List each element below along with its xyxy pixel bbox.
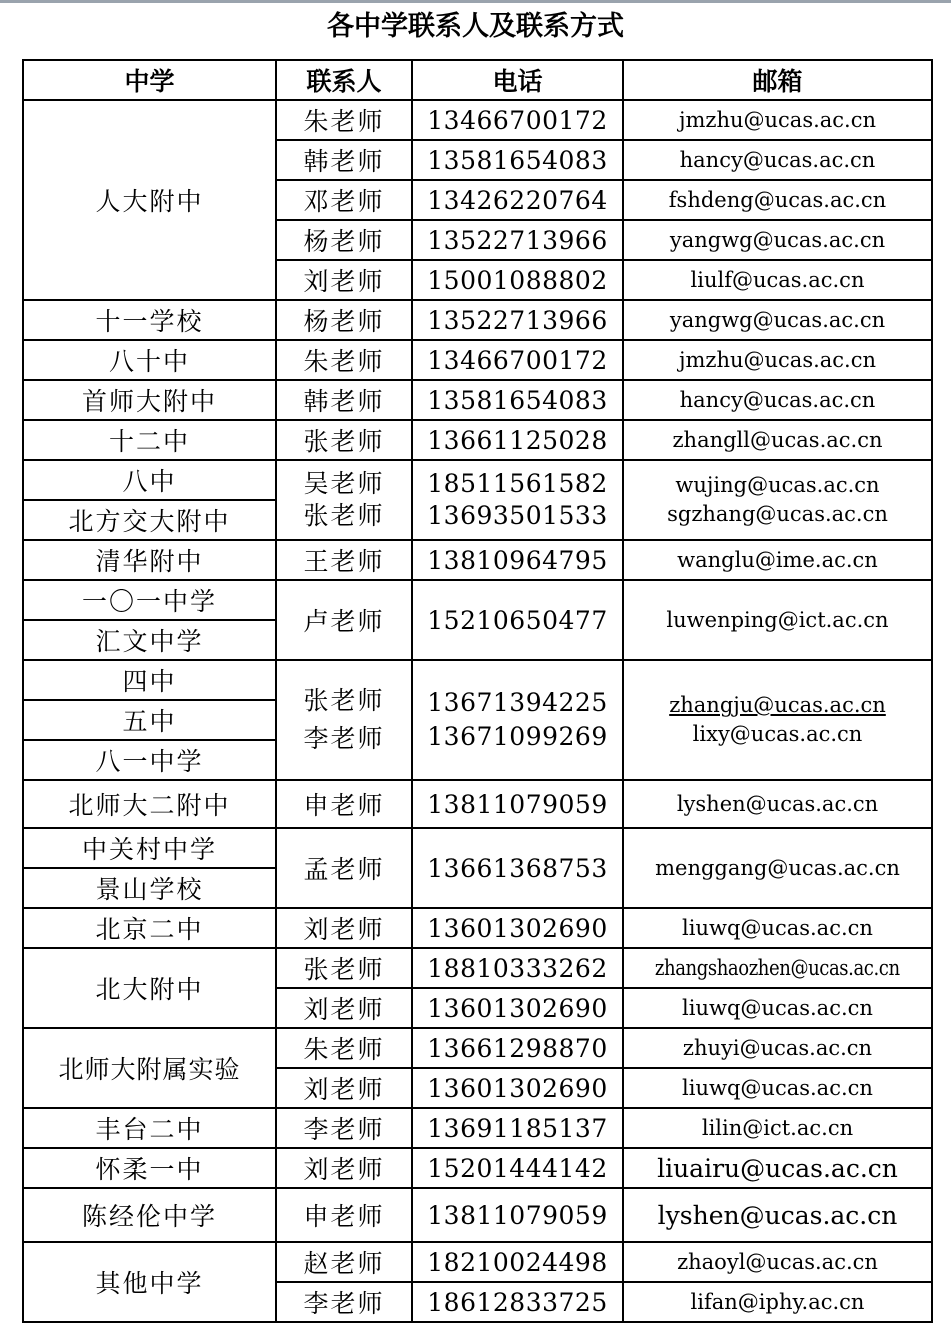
- phone-cell: 18210024498: [412, 1242, 623, 1282]
- contact-cell: 王老师: [276, 540, 412, 580]
- table-row: [23, 908, 932, 948]
- school-cell: 十二中: [23, 420, 276, 460]
- table-row: [23, 580, 932, 620]
- school-cell: 人大附中: [23, 100, 276, 300]
- contact-cell: [276, 460, 412, 540]
- header-phone: 电话: [412, 60, 623, 100]
- email-cell: liulf@ucas.ac.cn: [623, 260, 932, 300]
- school-cell: 十一学校: [23, 300, 276, 340]
- school-cell: 八中: [23, 460, 276, 500]
- table-row: [23, 828, 932, 868]
- table-row: [23, 660, 932, 700]
- phone-number: 13671394225: [427, 688, 608, 717]
- contact-cell: 卢老师: [276, 580, 412, 660]
- email-address: zhangshaozhen@ucas.ac.cn: [655, 956, 900, 980]
- email-cell: liuwq@ucas.ac.cn: [623, 1068, 932, 1108]
- contact-cell: 杨老师: [276, 300, 412, 340]
- phone-cell: 13522713966: [412, 300, 623, 340]
- school-cell: 怀柔一中: [23, 1148, 276, 1188]
- contact-cell: 申老师: [276, 1188, 412, 1242]
- email-address[interactable]: zhangju@ucas.ac.cn: [669, 693, 886, 717]
- school-cell: 汇文中学: [23, 620, 276, 660]
- school-cell: 五中: [23, 700, 276, 740]
- phone-cell: 13811079059: [412, 780, 623, 828]
- email-cell: zhuyi@ucas.ac.cn: [623, 1028, 932, 1068]
- phone-cell: 13601302690: [412, 1068, 623, 1108]
- header-row: [23, 60, 932, 100]
- header-email: 邮箱: [623, 60, 932, 100]
- school-cell: 北京二中: [23, 908, 276, 948]
- phone-cell: [412, 660, 623, 780]
- phone-cell: 15210650477: [412, 580, 623, 660]
- contact-cell: 李老师: [276, 1108, 412, 1148]
- header-contact: 联系人: [276, 60, 412, 100]
- contact-cell: 赵老师: [276, 1242, 412, 1282]
- contact-cell: 朱老师: [276, 1028, 412, 1068]
- phone-cell: 15001088802: [412, 260, 623, 300]
- contact-cell: 朱老师: [276, 340, 412, 380]
- school-cell: 八十中: [23, 340, 276, 380]
- school-cell: 丰台二中: [23, 1108, 276, 1148]
- phone-cell: 13601302690: [412, 908, 623, 948]
- table-row: [23, 1108, 932, 1148]
- contact-name: 李老师: [303, 724, 385, 753]
- email-cell: [623, 948, 932, 988]
- contact-cell: [276, 660, 412, 780]
- phone-cell: 13691185137: [412, 1108, 623, 1148]
- phone-cell: 13466700172: [412, 100, 623, 140]
- email-cell: zhangll@ucas.ac.cn: [623, 420, 932, 460]
- email-cell: wanglu@ime.ac.cn: [623, 540, 932, 580]
- school-cell: 一〇一中学: [23, 580, 276, 620]
- email-address: sgzhang@ucas.ac.cn: [667, 502, 888, 526]
- email-address: wujing@ucas.ac.cn: [675, 473, 880, 497]
- contact-cell: 韩老师: [276, 380, 412, 420]
- email-cell: zhaoyl@ucas.ac.cn: [623, 1242, 932, 1282]
- email-cell: menggang@ucas.ac.cn: [623, 828, 932, 908]
- table-row: [23, 420, 932, 460]
- phone-cell: 13601302690: [412, 988, 623, 1028]
- email-cell: fshdeng@ucas.ac.cn: [623, 180, 932, 220]
- email-cell: jmzhu@ucas.ac.cn: [623, 100, 932, 140]
- email-cell: [623, 660, 932, 780]
- table-row: [23, 540, 932, 580]
- table-row: [23, 1188, 932, 1242]
- school-cell: 八一中学: [23, 740, 276, 780]
- table-row: [23, 1028, 932, 1068]
- phone-cell: 13581654083: [412, 380, 623, 420]
- phone-number: 18511561582: [427, 469, 608, 498]
- contact-cell: 刘老师: [276, 988, 412, 1028]
- school-cell: 北师大二附中: [23, 780, 276, 828]
- table-row: [23, 460, 932, 500]
- phone-cell: 13466700172: [412, 340, 623, 380]
- email-cell: hancy@ucas.ac.cn: [623, 380, 932, 420]
- table-row: [23, 1148, 932, 1188]
- contact-cell: 朱老师: [276, 100, 412, 140]
- school-cell: 陈经伦中学: [23, 1188, 276, 1242]
- school-cell: 首师大附中: [23, 380, 276, 420]
- contact-cell: 刘老师: [276, 1148, 412, 1188]
- contacts-table: [22, 59, 933, 1323]
- phone-cell: 13426220764: [412, 180, 623, 220]
- email-cell: luwenping@ict.ac.cn: [623, 580, 932, 660]
- contact-name: 吴老师: [303, 469, 385, 498]
- school-cell: 北师大附属实验: [23, 1028, 276, 1108]
- email-cell: liuwq@ucas.ac.cn: [623, 988, 932, 1028]
- email-cell: lyshen@ucas.ac.cn: [623, 780, 932, 828]
- table-row: [23, 948, 932, 988]
- email-cell: jmzhu@ucas.ac.cn: [623, 340, 932, 380]
- phone-cell: [412, 460, 623, 540]
- contact-cell: 韩老师: [276, 140, 412, 180]
- phone-cell: 18810333262: [412, 948, 623, 988]
- table-row: [23, 300, 932, 340]
- table-row: [23, 100, 932, 140]
- table-row: [23, 380, 932, 420]
- email-cell: lilin@ict.ac.cn: [623, 1108, 932, 1148]
- email-cell: lyshen@ucas.ac.cn: [623, 1188, 932, 1242]
- phone-number: 13693501533: [427, 501, 608, 530]
- email-cell: lifan@iphy.ac.cn: [623, 1282, 932, 1322]
- phone-number: 13671099269: [427, 722, 608, 751]
- page-title: 各中学联系人及联系方式: [327, 11, 624, 42]
- table-row: [23, 340, 932, 380]
- contact-name: 张老师: [303, 686, 385, 715]
- school-cell: 其他中学: [23, 1242, 276, 1322]
- header-school: 中学: [23, 60, 276, 100]
- table-row: [23, 1242, 932, 1282]
- email-cell: yangwg@ucas.ac.cn: [623, 300, 932, 340]
- email-cell: liuairu@ucas.ac.cn: [623, 1148, 932, 1188]
- school-cell: 北方交大附中: [23, 500, 276, 540]
- phone-cell: 13661368753: [412, 828, 623, 908]
- contact-cell: 李老师: [276, 1282, 412, 1322]
- school-cell: 景山学校: [23, 868, 276, 908]
- phone-cell: 18612833725: [412, 1282, 623, 1322]
- contact-cell: 刘老师: [276, 1068, 412, 1108]
- contact-cell: 孟老师: [276, 828, 412, 908]
- contact-cell: 张老师: [276, 420, 412, 460]
- top-rule: [0, 0, 951, 3]
- contact-cell: 张老师: [276, 948, 412, 988]
- contact-name: 张老师: [303, 501, 385, 530]
- email-address: lixy@ucas.ac.cn: [692, 722, 863, 746]
- contact-cell: 刘老师: [276, 260, 412, 300]
- phone-cell: 13522713966: [412, 220, 623, 260]
- phone-cell: 13581654083: [412, 140, 623, 180]
- table-row: [23, 780, 932, 828]
- school-cell: 北大附中: [23, 948, 276, 1028]
- phone-cell: 13810964795: [412, 540, 623, 580]
- contact-cell: 杨老师: [276, 220, 412, 260]
- phone-cell: 15201444142: [412, 1148, 623, 1188]
- phone-cell: 13811079059: [412, 1188, 623, 1242]
- school-cell: 清华附中: [23, 540, 276, 580]
- contact-cell: 邓老师: [276, 180, 412, 220]
- school-cell: 中关村中学: [23, 828, 276, 868]
- email-cell: hancy@ucas.ac.cn: [623, 140, 932, 180]
- email-cell: [623, 460, 932, 540]
- email-cell: yangwg@ucas.ac.cn: [623, 220, 932, 260]
- school-cell: 四中: [23, 660, 276, 700]
- phone-cell: 13661125028: [412, 420, 623, 460]
- contact-cell: 刘老师: [276, 908, 412, 948]
- phone-cell: 13661298870: [412, 1028, 623, 1068]
- email-cell: liuwq@ucas.ac.cn: [623, 908, 932, 948]
- contact-cell: 申老师: [276, 780, 412, 828]
